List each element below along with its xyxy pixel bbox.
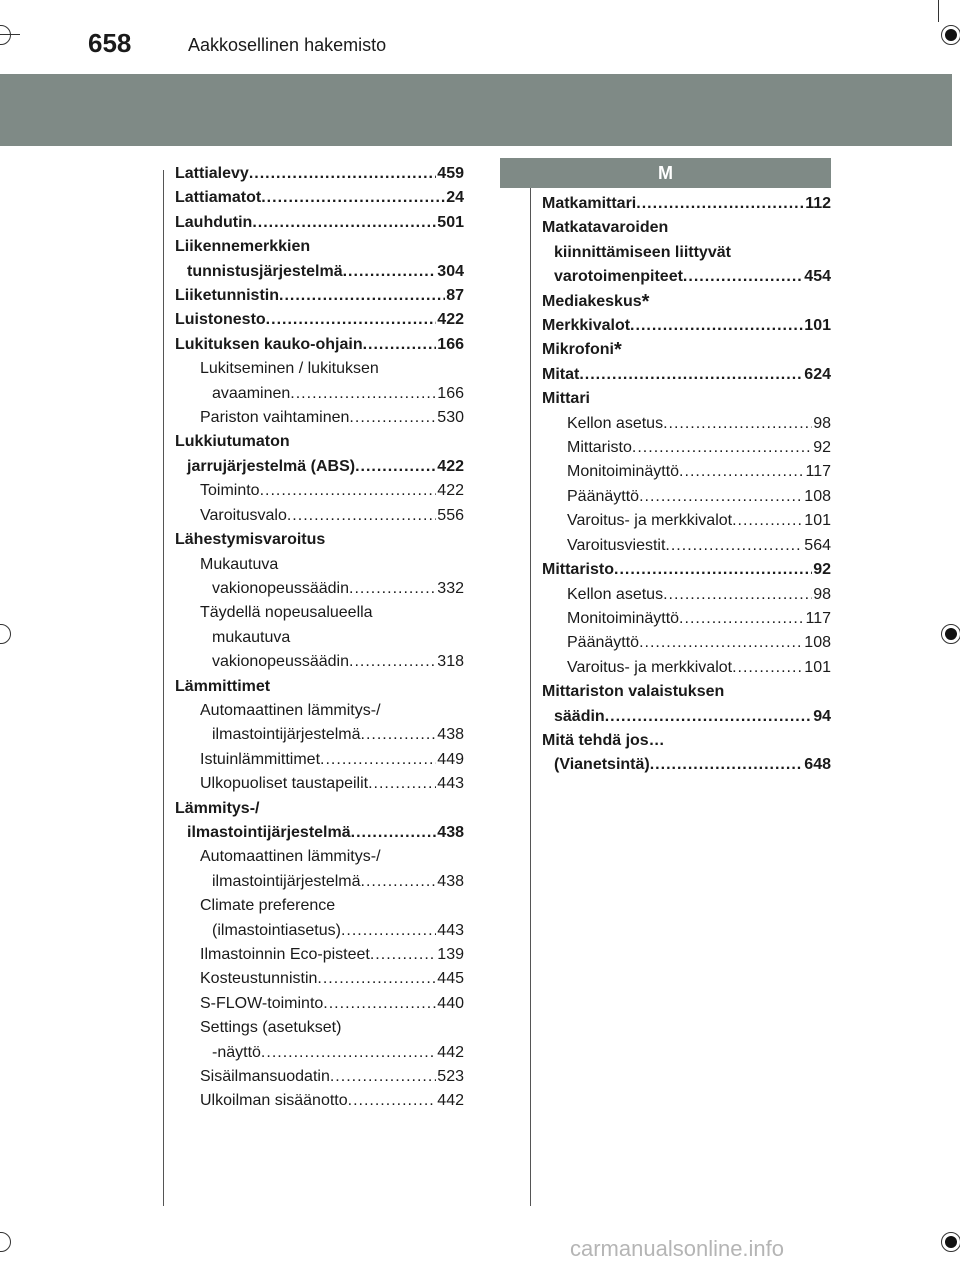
index-entry-text: mukautuva <box>212 628 291 646</box>
dot-leader <box>348 1089 437 1113</box>
index-entry-text: Täydellä nopeusalueella <box>200 604 373 622</box>
index-entry-text: Lämmitys-/ <box>175 799 260 817</box>
index-right-column <box>542 192 831 778</box>
dot-leader <box>330 1065 436 1089</box>
index-entry-page: 87 <box>446 287 464 305</box>
index-entry <box>175 479 464 503</box>
dot-leader <box>287 504 436 528</box>
index-entry-text: (Vianetsintä) <box>554 756 650 774</box>
index-entry-page: 422 <box>437 311 464 329</box>
index-entry <box>542 314 831 338</box>
dot-leader <box>320 748 436 772</box>
index-entry <box>175 675 464 699</box>
dot-leader <box>663 583 812 607</box>
index-entry-page: 438 <box>437 872 464 890</box>
dot-leader <box>361 870 437 894</box>
page-number: 658 <box>88 28 132 58</box>
index-entry-text: Mediakeskus <box>542 292 642 310</box>
index-entry <box>542 363 831 387</box>
dot-leader <box>260 479 437 503</box>
index-entry-text: Mittaristo <box>567 439 632 457</box>
index-entry-text: vakionopeussäädin <box>212 579 349 597</box>
index-entry <box>175 577 464 601</box>
dot-leader <box>632 436 812 460</box>
index-entry-page: 530 <box>437 409 464 427</box>
index-entry <box>175 772 464 796</box>
index-entry-text: Lattiamatot <box>175 189 262 207</box>
index-entry-text: ilmastointijärjestelmä <box>212 872 361 890</box>
index-entry-page: 117 <box>805 463 831 481</box>
index-entry <box>175 553 464 577</box>
index-entry-text: avaaminen <box>212 384 291 402</box>
dot-leader <box>639 631 803 655</box>
index-entry <box>175 626 464 650</box>
index-entry-text: (ilmastointiasetus) <box>212 921 341 939</box>
index-entry <box>542 241 831 265</box>
index-entry-text: Mittariston valaistuksen <box>542 683 725 701</box>
dot-leader <box>290 382 436 406</box>
index-entry-page: 101 <box>804 658 831 676</box>
index-entry <box>542 436 831 460</box>
index-entry-text: Monitoiminäyttö <box>567 463 680 481</box>
index-entry-page: 564 <box>804 536 831 554</box>
dot-leader <box>732 656 803 680</box>
index-entry <box>542 509 831 533</box>
index-entry <box>175 357 464 381</box>
dot-leader <box>361 723 437 747</box>
index-entry <box>542 485 831 509</box>
index-entry-text: Ulkopuoliset taustapeilit <box>200 775 369 793</box>
index-entry <box>542 656 831 680</box>
index-entry-page: 117 <box>805 609 831 627</box>
index-entry <box>175 284 464 308</box>
index-entry-text: varotoimenpiteet <box>554 268 683 286</box>
index-entry <box>175 992 464 1016</box>
index-entry-text: Päänäyttö <box>567 634 640 652</box>
dot-leader <box>317 967 436 991</box>
dot-leader <box>368 772 436 796</box>
index-entry <box>542 216 831 240</box>
dot-leader <box>261 1041 436 1065</box>
index-entry-text: Mitat <box>542 365 580 383</box>
index-entry <box>175 211 464 235</box>
index-entry <box>542 534 831 558</box>
dot-leader <box>252 211 436 235</box>
index-entry <box>175 821 464 845</box>
index-entry-text: Varoitusvalo <box>200 506 287 524</box>
index-entry-text: kiinnittämiseen liittyvät <box>554 243 731 261</box>
index-entry-text: Pariston vaihtaminen <box>200 409 350 427</box>
index-entry-page: 449 <box>437 750 464 768</box>
index-entry-page: 98 <box>813 585 831 603</box>
index-entry-text: Varoitus- ja merkkivalot <box>567 658 733 676</box>
index-entry <box>542 460 831 484</box>
index-entry-text: Liiketunnistin <box>175 287 279 305</box>
dot-leader <box>639 485 803 509</box>
index-entry-text: Toiminto <box>200 482 260 500</box>
dot-leader <box>266 308 437 332</box>
index-entry-text: Mitä tehdä jos… <box>542 731 665 749</box>
index-entry <box>175 748 464 772</box>
index-entry <box>175 430 464 454</box>
index-entry-page: 501 <box>437 213 464 231</box>
index-entry <box>175 260 464 284</box>
index-entry-text: Varoitus- ja merkkivalot <box>567 512 733 530</box>
index-entry-text: Monitoiminäyttö <box>567 609 680 627</box>
index-entry <box>175 528 464 552</box>
index-entry <box>175 967 464 991</box>
dot-leader <box>261 186 445 210</box>
index-entry <box>542 631 831 655</box>
index-entry-page: 438 <box>437 726 464 744</box>
dot-leader <box>341 919 436 943</box>
index-entry-page: 108 <box>804 487 831 505</box>
index-entry <box>175 162 464 186</box>
index-entry-text: Mittari <box>542 390 590 408</box>
index-entry <box>175 406 464 430</box>
index-entry: Mediakeskus * <box>542 290 650 313</box>
index-entry-text: ilmastointijärjestelmä <box>212 726 361 744</box>
index-entry-page: 304 <box>437 262 464 280</box>
index-entry <box>175 235 464 259</box>
index-left-column <box>175 162 464 1114</box>
index-entry <box>175 1016 464 1040</box>
index-entry-text: Lattialevy <box>175 165 249 182</box>
index-entry <box>542 192 831 216</box>
dot-leader <box>679 460 804 484</box>
index-entry <box>542 729 831 753</box>
index-entry-text: Ilmastoinnin Eco-pisteet <box>200 946 370 963</box>
dot-leader <box>349 650 436 674</box>
index-entry <box>175 919 464 943</box>
index-entry: Mikrofoni * <box>542 339 622 362</box>
index-entry <box>175 1065 464 1089</box>
index-entry <box>542 558 831 582</box>
index-entry-text: Päänäyttö <box>567 487 640 505</box>
index-entry-text: Ulkoilman sisäänotto <box>200 1092 348 1110</box>
index-entry-page: 648 <box>804 756 831 774</box>
dot-leader <box>279 284 445 308</box>
index-entry-page: 139 <box>437 946 464 963</box>
index-entry <box>542 412 831 436</box>
index-entry <box>175 504 464 528</box>
index-entry <box>175 186 464 210</box>
dot-leader <box>665 534 803 558</box>
index-entry <box>175 723 464 747</box>
dot-leader <box>630 314 803 338</box>
index-entry-page: 108 <box>804 634 831 652</box>
index-entry-page: 101 <box>804 512 831 530</box>
index-entry <box>175 1041 464 1065</box>
index-entry-text: Lauhdutin <box>175 213 253 231</box>
dot-leader <box>343 260 437 284</box>
index-entry-text: säädin <box>554 707 605 725</box>
dot-leader <box>349 406 436 430</box>
index-entry-text: Lukitseminen / lukituksen <box>200 360 379 378</box>
index-entry <box>175 797 464 821</box>
index-entry-text: Settings (asetukset) <box>200 1019 342 1037</box>
index-entry-page: 438 <box>437 823 464 841</box>
index-entry-page: 166 <box>437 384 464 402</box>
dot-leader <box>579 363 803 387</box>
dot-leader <box>663 412 812 436</box>
index-entry-text: Kellon asetus <box>567 414 664 432</box>
index-entry-page: 523 <box>437 1068 464 1086</box>
index-entry-page: 459 <box>437 165 464 182</box>
index-entry-text: Varoitusviestit <box>567 536 666 554</box>
index-entry <box>542 753 831 777</box>
index-entry-text: Luistonesto <box>175 311 266 329</box>
index-entry-text: Mikrofoni <box>542 341 614 359</box>
dot-leader <box>614 558 812 582</box>
index-entry-text: Kosteustunnistin <box>200 970 318 988</box>
index-entry <box>175 455 464 479</box>
index-entry <box>542 583 831 607</box>
index-entry-page: 422 <box>437 482 464 500</box>
index-entry-page: 332 <box>437 579 464 597</box>
index-entry-text: Lämmittimet <box>175 677 271 695</box>
dot-leader <box>249 162 436 186</box>
index-entry-text: S-FLOW-toiminto <box>200 994 324 1012</box>
index-entry-text: Merkkivalot <box>542 317 631 335</box>
left-column-rule <box>163 170 164 1206</box>
dot-leader <box>605 705 813 729</box>
index-entry <box>175 699 464 723</box>
index-entry <box>542 387 831 411</box>
index-entry-text: vakionopeussäädin <box>212 653 349 671</box>
index-entry-page: 98 <box>813 414 831 432</box>
watermark: carmanualsonline.info <box>570 1236 785 1261</box>
dot-leader <box>636 192 804 216</box>
index-entry-page: 101 <box>804 317 831 335</box>
index-entry-text: Lähestymisvaroitus <box>175 531 326 549</box>
index-entry <box>542 265 831 289</box>
index-entry-text: ilmastointijärjestelmä <box>187 823 351 841</box>
index-entry-page: 92 <box>813 439 831 457</box>
index-entry <box>175 650 464 674</box>
index-entry-page: 422 <box>437 457 464 475</box>
index-entry-text: Kellon asetus <box>567 585 664 603</box>
dot-leader <box>679 607 804 631</box>
index-entry-text: Sisäilmansuodatin <box>200 1068 330 1086</box>
index-entry <box>542 680 831 704</box>
dot-leader <box>323 992 436 1016</box>
index-entry <box>175 870 464 894</box>
index-entry-page: 443 <box>437 775 464 793</box>
index-entry-text: Automaattinen lämmitys-/ <box>200 701 381 719</box>
index-entry <box>175 1089 464 1113</box>
index-entry <box>542 705 831 729</box>
index-entry <box>175 382 464 406</box>
dot-leader <box>349 577 436 601</box>
index-entry <box>175 943 464 967</box>
index-entry-page: 166 <box>437 335 464 353</box>
index-entry <box>175 894 464 918</box>
index-entry-page: 556 <box>437 506 464 524</box>
index-entry-text: Climate preference <box>200 897 336 915</box>
index-entry-text: Automaattinen lämmitys-/ <box>200 848 381 866</box>
dot-leader <box>351 821 437 845</box>
dot-leader <box>355 455 436 479</box>
dot-leader <box>683 265 803 289</box>
index-entry-text: Mittaristo <box>542 561 614 579</box>
dot-leader <box>370 943 436 967</box>
index-entry <box>175 601 464 625</box>
middle-column-rule <box>530 170 531 1206</box>
index-entry <box>175 308 464 332</box>
index-entry-page: 24 <box>446 189 464 207</box>
index-entry-text: jarrujärjestelmä (ABS) <box>187 457 356 475</box>
index-entry-text: Matkamittari <box>542 195 637 212</box>
index-entry-text: Matkatavaroiden <box>542 219 669 237</box>
index-entry-page: 445 <box>437 970 464 988</box>
index-entry-page: 92 <box>813 561 831 579</box>
index-entry-text: Istuinlämmittimet <box>200 750 321 768</box>
page-header-title: Aakkosellinen hakemisto <box>188 35 387 55</box>
dot-leader <box>732 509 803 533</box>
index-entry-page: 443 <box>437 921 464 939</box>
index-entry-text: Mukautuva <box>200 555 279 573</box>
index-entry-page: 624 <box>804 365 831 383</box>
header-band <box>0 74 952 146</box>
index-entry-page: 442 <box>437 1043 464 1061</box>
dot-leader <box>650 753 804 777</box>
index-entry-page: 94 <box>813 707 831 725</box>
index-entry-text: Liikennemerkkien <box>175 238 311 256</box>
index-entry-page: 442 <box>437 1092 464 1110</box>
index-entry <box>175 333 464 357</box>
letter-section-header: M <box>500 158 831 188</box>
index-entry-text: tunnistusjärjestelmä <box>187 262 343 280</box>
index-entry <box>542 607 831 631</box>
index-entry-page: 318 <box>437 653 464 671</box>
index-entry-page: 440 <box>437 994 464 1012</box>
dot-leader <box>363 333 437 357</box>
index-entry <box>175 845 464 869</box>
index-entry-text: Lukkiutumaton <box>175 433 290 451</box>
index-entry-page: 454 <box>804 268 831 286</box>
index-entry-text: Lukituksen kauko-ohjain <box>175 335 363 353</box>
index-entry-page: 112 <box>805 195 831 212</box>
index-entry-text: -näyttö <box>212 1043 261 1061</box>
